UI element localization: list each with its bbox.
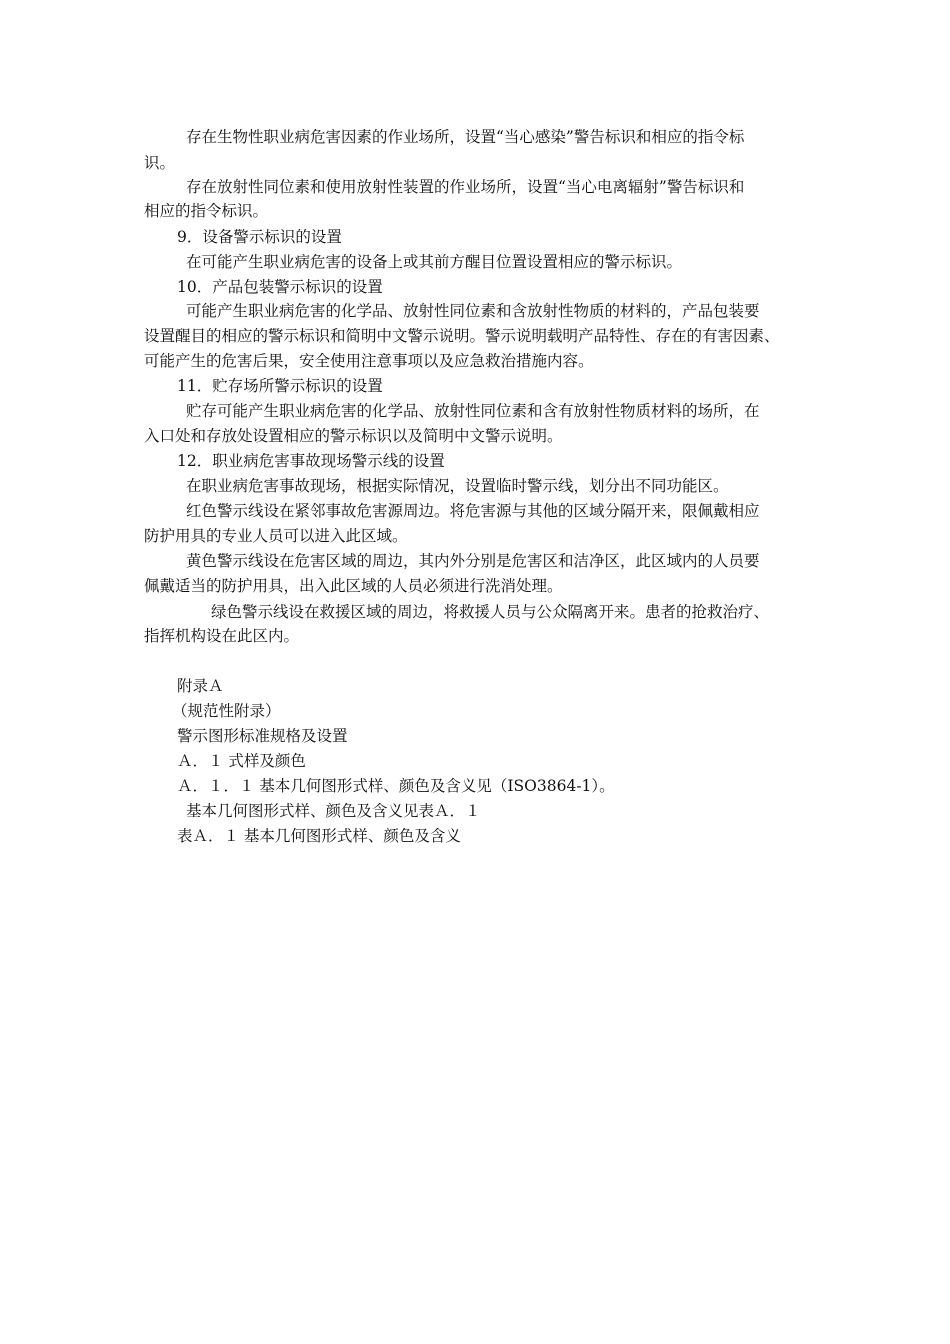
- appendix-note: 基本几何图形式样、颜色及含义见表Ａ．１: [186, 802, 481, 820]
- paragraph-line: 在职业病危害事故现场，根据实际情况，设置临时警示线，划分出不同功能区。: [186, 477, 729, 495]
- paragraph-line: 入口处和存放处设置相应的警示标识以及简明中文警示说明。: [144, 427, 563, 445]
- appendix-title: 附录Ａ: [177, 677, 224, 695]
- paragraph-line: 设置醒目的相应的警示标识和简明中文警示说明。警示说明载明产品特性、存在的有害因素、: [144, 327, 780, 345]
- paragraph-line: 红色警示线设在紧邻事故危害源周边。将危害源与其他的区域分隔开来，限佩戴相应: [186, 502, 760, 520]
- paragraph-line: 在可能产生职业病危害的设备上或其前方醒目位置设置相应的警示标识。: [186, 253, 683, 271]
- appendix-section: Ａ．１ 式样及颜色: [177, 752, 306, 770]
- paragraph-line: 防护用具的专业人员可以进入此区域。: [144, 527, 408, 545]
- paragraph-line: 可能产生职业病危害的化学品、放射性同位素和含放射性物质的材料的，产品包装要: [186, 302, 760, 320]
- appendix-subsection: Ａ．１．１ 基本几何图形式样、颜色及含义见（ISO3864-1）。: [177, 777, 615, 795]
- section-heading: 9．设备警示标识的设置: [177, 228, 342, 246]
- section-heading: 12．职业病危害事故现场警示线的设置: [177, 452, 445, 470]
- paragraph-line: 贮存可能产生职业病危害的化学品、放射性同位素和含有放射性物质材料的场所，在: [186, 402, 760, 420]
- paragraph-line: 指挥机构设在此区内。: [144, 627, 300, 645]
- appendix-type: （规范性附录）: [172, 702, 281, 720]
- section-heading: 11．贮存场所警示标识的设置: [177, 377, 383, 395]
- table-caption: 表Ａ．１ 基本几何图形式样、颜色及含义: [177, 827, 461, 845]
- appendix-heading: 警示图形标准规格及设置: [177, 727, 348, 745]
- paragraph-line: 存在生物性职业病危害因素的作业场所，设置“当心感染”警告标识和相应的指令标: [186, 128, 745, 146]
- section-heading: 10．产品包装警示标识的设置: [177, 278, 383, 296]
- paragraph-line: 黄色警示线设在危害区域的周边，其内外分别是危害区和洁净区，此区域内的人员要: [186, 552, 760, 570]
- paragraph-line: 识。: [144, 154, 176, 172]
- paragraph-line: 存在放射性同位素和使用放射性装置的作业场所，设置“当心电离辐射”警告标识和: [186, 178, 745, 196]
- paragraph-line: 可能产生的危害后果，安全使用注意事项以及应急救治措施内容。: [144, 352, 594, 370]
- paragraph-line: 佩戴适当的防护用具，出入此区域的人员必须进行洗消处理。: [144, 577, 563, 595]
- paragraph-line: 绿色警示线设在救援区域的周边，将救援人员与公众隔离开来。患者的抢救治疗、: [211, 603, 770, 621]
- paragraph-line: 相应的指令标识。: [144, 202, 269, 220]
